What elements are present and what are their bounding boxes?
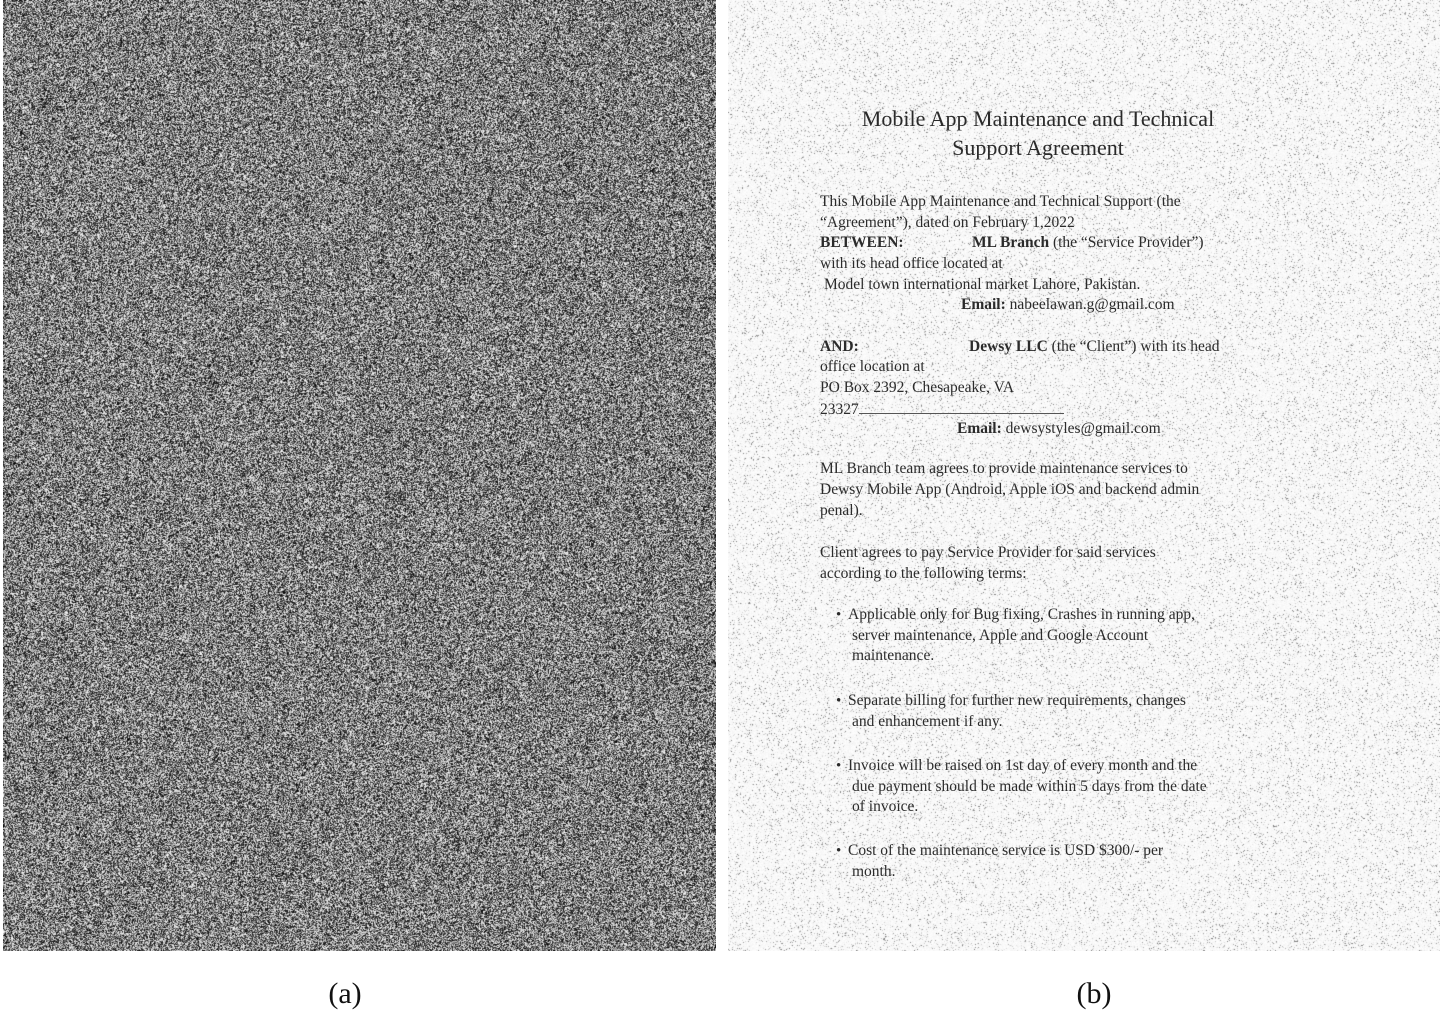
provider-office-line: with its head office located at (820, 255, 1003, 272)
email-label: Email: (961, 296, 1006, 313)
bullet-dot-icon: • (836, 693, 842, 709)
bullet-dot-icon: • (836, 607, 842, 623)
bullet-line: of invoice. (852, 798, 919, 815)
between-label: BETWEEN: (820, 234, 904, 251)
email-label: Email: (957, 420, 1002, 437)
bullet-line: server maintenance, Apple and Google Account (852, 626, 1149, 644)
blank-underline (859, 399, 1064, 414)
provider-role: (the “Service Provider”) (1049, 234, 1204, 251)
title-line: Support Agreement (952, 135, 1124, 160)
terms-line: Client agrees to pay Service Provider for said services (820, 544, 1156, 561)
bullet-line: Invoice will be raised on 1st day of every month and the (848, 757, 1198, 774)
title-line: Mobile App Maintenance and Technical (861, 106, 1215, 131)
bullet-line: Applicable only for Bug fixing, Crashes in running app, (848, 606, 1195, 623)
services-line: Dewsy Mobile App (Android, Apple iOS and backend admin (820, 481, 1200, 498)
and-label: AND: (820, 338, 859, 355)
bullet-line: maintenance. (852, 647, 935, 664)
document-title (828, 104, 1248, 162)
agreement-document (728, 0, 1440, 951)
bullet-line: month. (852, 862, 896, 880)
client-email-line (957, 419, 1161, 440)
provider-name: ML Branch (972, 234, 1050, 251)
random-noise-image (3, 0, 716, 951)
intro-line: This Mobile App Maintenance and Technical Support (the (820, 193, 1181, 210)
client-email: dewsystyles@gmail.com (1001, 420, 1161, 437)
client-zip: 23327 (820, 401, 859, 418)
client-role: (the “Client”) with its head (1047, 338, 1220, 355)
services-line: penal). (820, 502, 863, 519)
client-party (969, 337, 1220, 358)
bullet-dot-icon: • (836, 758, 842, 774)
client-office-line: office location at (820, 358, 925, 375)
caption-a: (a) (328, 977, 362, 1010)
bullet-line: Cost of the maintenance service is USD $300/- per (848, 842, 1164, 859)
client-address: PO Box 2392, Chesapeake, VA (820, 379, 1015, 396)
bullet-line: Separate billing for further new requirements, changes (848, 692, 1186, 709)
document-image-panel (728, 0, 1440, 951)
bullet-line: due payment should be made within 5 days from the date (852, 777, 1207, 795)
caption-b: (b) (1076, 977, 1112, 1010)
bullet-line: and enhancement if any. (852, 712, 1003, 730)
services-line: ML Branch team agrees to provide maintenance services to (820, 460, 1188, 477)
provider-email-line (961, 295, 1175, 316)
client-zip-line (820, 399, 1064, 421)
provider-address: Model town international market Lahore, Pakistan. (824, 276, 1141, 293)
client-name: Dewsy LLC (969, 338, 1048, 355)
provider-party (972, 233, 1204, 254)
provider-email: nabeelawan.g@gmail.com (1005, 296, 1175, 313)
terms-line: according to the following terms: (820, 565, 1027, 582)
bullet-dot-icon: • (836, 843, 842, 859)
noise-image-panel (3, 0, 716, 951)
intro-line: “Agreement”), dated on February 1,2022 (820, 214, 1075, 231)
